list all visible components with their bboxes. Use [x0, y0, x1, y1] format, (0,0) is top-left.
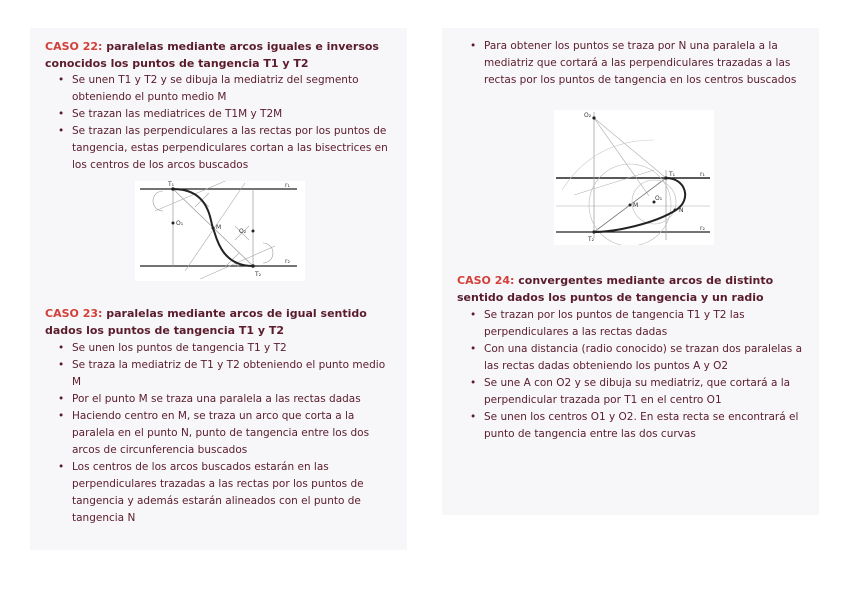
caso23-figure	[554, 110, 714, 245]
caso22-figure	[135, 181, 305, 281]
caso22-bullet-list	[50, 72, 395, 174]
list-item: • Por el punto M se traza una paralela a las rectas dadas	[50, 391, 395, 408]
caso24-label: CASO 24:	[457, 274, 515, 287]
fig-r1-label: r₁	[700, 171, 705, 178]
list-item: • Se trazan por los puntos de tangencia T1 y T2 las perpendiculares a las rectas dadas	[462, 307, 807, 341]
list-item: • Se trazan las mediatrices de T1M y T2M	[50, 106, 395, 123]
list-item: • Haciendo centro en M, se traza un arco que corta a la paralela en el punto N, punto de tangencia entre los dos arcos de circunferencia buscados	[50, 408, 395, 459]
list-item: • Con una distancia (radio conocido) se trazan dos paralelas a las rectas dadas obteniendo los puntos A y O2	[462, 341, 807, 375]
list-item: • Se unen los puntos de tangencia T1 y T2	[50, 340, 395, 357]
fig-o2-label: O₂	[239, 228, 247, 235]
right-note-panel	[442, 28, 819, 515]
list-item: • Se unen los centros O1 y O2. En esta recta se encontrará el punto de tangencia entre las dos curvas	[462, 409, 807, 443]
list-item: • Se unen T1 y T2 y se dibuja la mediatriz del segmento obteniendo el punto medio M	[50, 72, 395, 106]
fig-n-label: N	[679, 207, 684, 214]
left-note-panel	[30, 28, 407, 550]
fig-m-label: M	[216, 224, 222, 231]
fig-t2-label: T₂	[588, 236, 595, 243]
fig-r1-label: r₁	[285, 182, 290, 189]
list-item: • Se une A con O2 y se dibuja su mediatriz, que cortará a la perpendicular trazada por T1 en el centro O1	[462, 375, 807, 409]
fig-o1-label: O₁	[655, 195, 663, 202]
fig-t2-label: T₂	[255, 271, 262, 278]
fig-r2-label: r₂	[700, 225, 705, 232]
caso23-continued-list	[462, 38, 807, 89]
list-item: • Para obtener los puntos se traza por N una paralela a la mediatriz que cortará a las perpendiculares trazadas a las rectas por los puntos de tangencia en los centros buscados	[462, 38, 807, 89]
caso24-heading	[457, 272, 812, 306]
caso22-heading	[45, 38, 400, 72]
fig-t1-label: T₁	[168, 181, 175, 188]
caso24-bullet-list	[462, 307, 807, 443]
list-item: • Se traza la mediatriz de T1 y T2 obteniendo el punto medio M	[50, 357, 395, 391]
fig-r2-label: r₂	[285, 258, 290, 265]
caso22-title: paralelas mediante arcos iguales e inversos conocidos los puntos de tangencia T1 y T2	[45, 40, 379, 70]
list-item: • Se trazan las perpendiculares a las rectas por los puntos de tangencia, estas perpendiculares cortan a las bisectrices en los centros de los arcos buscados	[50, 123, 395, 174]
caso23-title: paralelas mediante arcos de igual sentido dados los puntos de tangencia T1 y T2	[45, 307, 367, 337]
caso23-bullet-list	[50, 340, 395, 527]
list-item: • Los centros de los arcos buscados estarán en las perpendiculares trazadas a las rectas por los puntos de tangencia y además estarán alineados con el punto de tangencia N	[50, 459, 395, 527]
fig-o1-label: O₁	[176, 220, 184, 227]
caso23-heading	[45, 305, 400, 339]
caso24-title: convergentes mediante arcos de distinto sentido dados los puntos de tangencia y un radio	[457, 274, 774, 304]
caso22-label: CASO 22:	[45, 40, 103, 53]
fig-o2-label: O₂	[584, 112, 592, 119]
fig-m-label: M	[633, 202, 639, 209]
caso23-label: CASO 23:	[45, 307, 103, 320]
fig-t1-label: T₁	[669, 171, 676, 178]
